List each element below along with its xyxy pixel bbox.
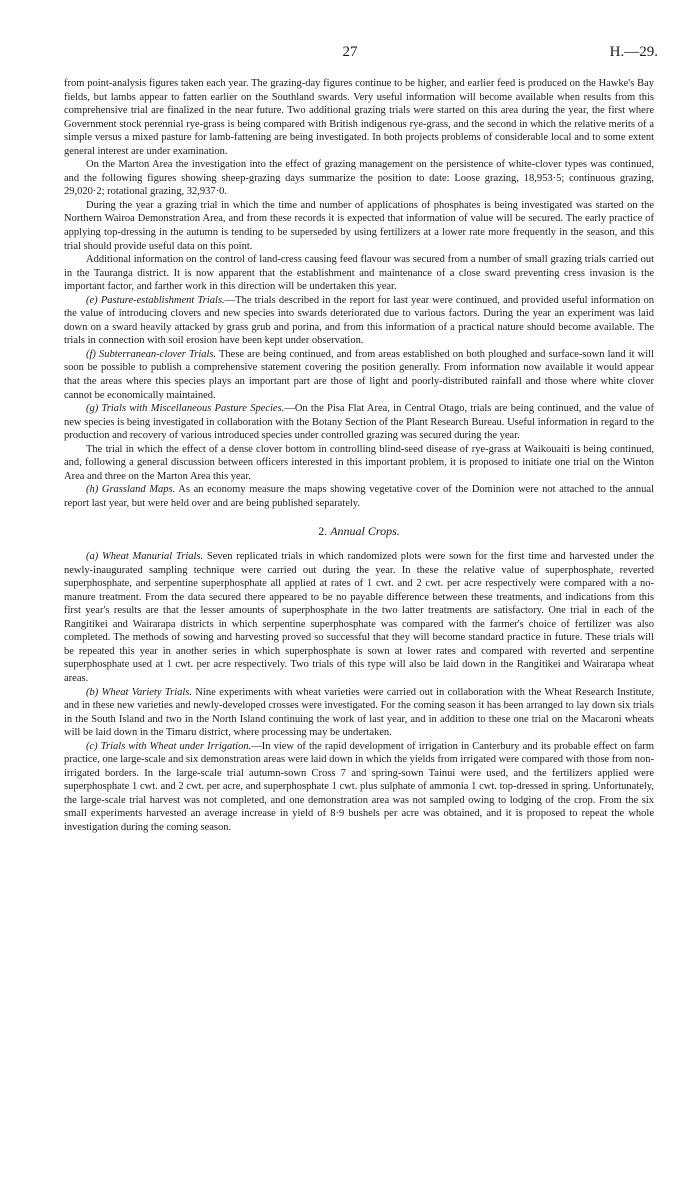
section-number: 2.: [318, 523, 328, 538]
paragraph-subterranean-clover: [64, 348, 654, 402]
section-title: Annual Crops.: [330, 523, 400, 538]
text-miscellaneous-species: —On the Pisa Flat Area, in Central Otago, trials are being continued, and the value of new species is being investigated in collaboration with the Botany Section of the Plant Research Bureau. Useful information in regard to the production and recovery of various introduced species under controlled grazing was secured during the year.: [64, 403, 654, 442]
text-wheat-variety: Nine experiments with wheat varieties were carried out in collaboration with the Wheat Research Institute, and in these new varieties and newly-developed crosses were investigated. For the coming season it has been arranged to lay down six trials in the South Island and two in the North Island continuing the work of last year, and in addition to these one trial on the Macaroni wheats will be laid down in the Timaru district, where processing may be undertaken.: [64, 686, 654, 739]
paragraph-phosphate-trial: During the year a grazing trial in which the time and number of applications of phosphates is being investigated was started on the Northern Wairoa Demonstration Area, and from these records it is expected that information of value will be secured. The early practice of applying top-dressing in the autumn is tending to be superseded by using fertilizers at a lower rate more frequently in the season, and this trial should provide useful data on this point.: [64, 199, 654, 252]
label-grassland-maps: (h) Grassland Maps.: [86, 484, 176, 496]
page-header: [0, 44, 700, 64]
text-pasture-establishment: —The trials described in the report for last year were continued, and provided useful information on the value of introducing clovers and new species into swards deteriorated due to various factors. During the year an experiment was laid down on a sward heavily attacked by grass grub and porina, and from this information of a practical nature should become available. The trials in connection with soil erosion have been kept under observation.: [64, 294, 655, 347]
paragraph-marton-area: On the Marton Area the investigation into the effect of grazing management on the persistence of white-clover types was continued, and the following figures showing sheep-grazing days summarize the position to date: Loose grazing, 18,953·5; continuous grazing, 29,020·2; rotational grazing, 32,937·0.: [64, 159, 654, 198]
label-wheat-irrigation: (c) Trials with Wheat under Irrigation.: [86, 740, 252, 752]
label-wheat-variety: (b) Wheat Variety Trials.: [86, 686, 192, 698]
text-wheat-manurial: Seven replicated trials in which randomized plots were sown for the first time and harvested under the newly-inaugurated sampling technique were carried out during the year. In these the relative value of superphosphate, reverted superphosphate, and serpentine superphosphate all applied at rates of 1 cwt. and 2 cwt. per acre respectively were compared with a no-manure treatment. From the data secured there appeared to be no payable difference between these treatments, and indications from this first year's results are that the lesser amounts of superphosphate in the two latter treatments are satisfactory. One trial in each of the Rangitikei and Wairarapa districts in which serpentine superphosphate was compared with the farmer's choice of fertilizer was also completed. The methods of sowing and harvesting proved so successful that they will become standard practice in future. These trials will be repeated this year in another series in which superphosphate is sown at lower rates and compared with reverted and serpentine superphosphate used at 1 cwt. per acre respectively. Two trials of this type will also be laid down in the Rangitikei and Wairarapa wheat areas.: [64, 551, 654, 684]
text-grassland-maps: As an economy measure the maps showing vegetative cover of the Dominion were not attached to the annual report last year, but were held over and are being published separately.: [64, 484, 654, 509]
label-pasture-establishment: (e) Pasture-establishment Trials.: [86, 294, 225, 306]
text-wheat-irrigation: —In view of the rapid development of irrigation in Canterbury and its probable effect on farm practice, one large-scale and six demonstration areas were laid down in which the yields from irrigated were compared with those from non-irrigated borders. In the large-scale trial autumn-sown Cross 7 and spring-sown Tainui were used, and the fertilizers applied were superphosphate 1 cwt. and 2 cwt. per acre, and superphosphate 1 cwt. plus sulphate of ammonia 1 cwt. top-dressed in spring. Unfortunately, the large-scale trial harvest was not completed, and one demonstration area was not sampled owing to lodging of the crop. From the six small experiments harvested an average increase in yield of 8·9 bushels per acre was obtained, and it is proposed to repeat the whole investigation during the coming season.: [64, 740, 654, 833]
text-subterranean-clover: These are being continued, and from areas established on both ploughed and surface-sown land it will soon be possible to publish a comprehensive statement covering the position generally. From information now available it would appear that the areas where this species plays an important part are those of light and poorly-distributed rainfall and those where white clover cannot be economically maintained.: [64, 348, 654, 401]
paragraph-wheat-manurial: [64, 550, 654, 685]
label-subterranean-clover: (f) Subterranean-clover Trials.: [86, 348, 217, 360]
paragraph-grassland-maps: [64, 483, 654, 510]
document-reference: H.—29.: [609, 44, 658, 60]
paragraph-wheat-irrigation: [64, 740, 654, 835]
paragraph-land-cress: Additional information on the control of land-cress causing feed flavour was secured from a number of small grazing trials carried out in the Tauranga district. It is now apparent that the establishment and maintenance of a close sward preventing cress invasion is the important factor, and farther work in this direction will be undertaken this year.: [64, 254, 654, 293]
page-number: 27: [342, 44, 358, 60]
paragraph-miscellaneous-species: [64, 402, 654, 443]
paragraph-blind-seed: The trial in which the effect of a dense clover bottom in controlling blind-seed disease of rye-grass at Waikouaiti is being continued, and, following a general discussion between officers interested in this important problem, it is proposed to initiate one trial on the Winton Area and three on the Marton Area this year.: [64, 443, 654, 482]
paragraph-pasture-establishment: [64, 294, 654, 348]
document-body: [64, 77, 654, 835]
paragraph-grazing-day: from point-analysis figures taken each year. The grazing-day figures continue to be higher, and earlier feed is produced on the Hawke's Bay fields, but lambs appear to fatten earlier on the Southland swards. Very useful information will become available when results from this comprehensive trial are finalized in the near future. Two additional grazing trials were started on this area during the year, the first where Government stock perennial rye-grass is being compared with British indigenous rye-grass, and the second in which the relative merits of a simple versus a mixed pasture for lamb-fattening are being investigated. In both projects problems of considerable local and to some extent general interest are under examination.: [64, 78, 654, 157]
label-miscellaneous-species: (g) Trials with Miscellaneous Pasture Species.: [86, 403, 285, 415]
section-heading-annual-crops: [64, 525, 654, 539]
label-wheat-manurial: (a) Wheat Manurial Trials.: [86, 551, 204, 563]
paragraph-wheat-variety: [64, 686, 654, 740]
